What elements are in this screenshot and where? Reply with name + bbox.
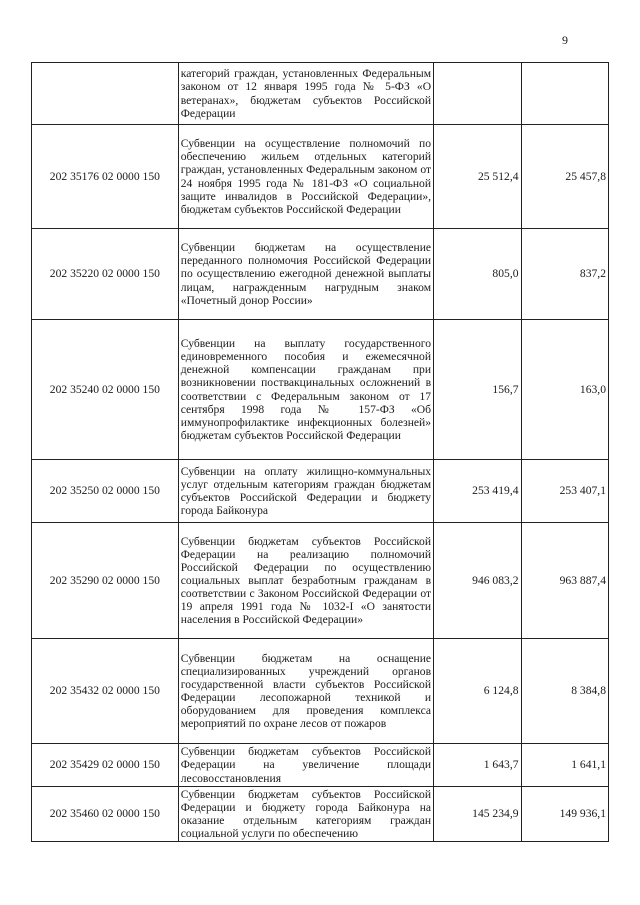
classification-code: 202 35176 02 0000 150 <box>32 125 179 229</box>
table-row <box>32 125 609 229</box>
amount-year-2: 1 641,1 <box>521 744 608 787</box>
amount-year-2: 25 457,8 <box>521 125 608 229</box>
income-description: Субвенции на выплату государственного единовременного пособия и ежемесячной денежной компенсации гражданам при возникновении поствакцинальных осложнений в соответствии с Федеральным законом от 17 сентября 1998 года № 157-ФЗ «Об иммунопрофилактике инфекционных болезней» бюджетам субъектов Российской Федерации <box>178 320 433 460</box>
table-row <box>32 523 609 639</box>
table-row <box>32 229 609 320</box>
income-description: Субвенции бюджетам на оснащение специализированных учреждений органов государственной власти субъектов Российской Федерации лесопожарной техникой и оборудованием для проведения комплекса мероприятий по охране лесов от пожаров <box>178 639 433 744</box>
table-row <box>32 787 609 842</box>
amount-year-1 <box>434 63 521 125</box>
classification-code: 202 35290 02 0000 150 <box>32 523 179 639</box>
classification-code: 202 35220 02 0000 150 <box>32 229 179 320</box>
amount-year-1: 253 419,4 <box>434 460 521 523</box>
income-description: Субвенции бюджетам на осуществление переданного полномочия Российской Федерации по осуществлению ежегодной денежной выплаты лицам, награжденным нагрудным знаком «Почетный донор России» <box>178 229 433 320</box>
amount-year-2: 163,0 <box>521 320 608 460</box>
classification-code: 202 35429 02 0000 150 <box>32 744 179 787</box>
amount-year-2 <box>521 63 608 125</box>
table-row <box>32 320 609 460</box>
amount-year-1: 946 083,2 <box>434 523 521 639</box>
income-description: Субвенции бюджетам субъектов Российской Федерации на увеличение площади лесовосстановления <box>178 744 433 787</box>
amount-year-1: 156,7 <box>434 320 521 460</box>
income-description: Субвенции бюджетам субъектов Российской Федерации на реализацию полномочий Российской Федерации по осуществлению социальных выплат безработным гражданам в соответствии с Законом Российской Федерации от 19 апреля 1991 года № 1032-I «О занятости населения в Российской Федерации» <box>178 523 433 639</box>
classification-code <box>32 63 179 125</box>
page-number: 9 <box>562 33 568 47</box>
income-description: Субвенции бюджетам субъектов Российской Федерации и бюджету города Байконура на оказание отдельным категориям граждан социальной услуги по обеспечению <box>178 787 433 842</box>
amount-year-1: 6 124,8 <box>434 639 521 744</box>
amount-year-1: 145 234,9 <box>434 787 521 842</box>
classification-code: 202 35250 02 0000 150 <box>32 460 179 523</box>
amount-year-2: 149 936,1 <box>521 787 608 842</box>
income-description: категорий граждан, установленных Федеральным законом от 12 января 1995 года № 5-ФЗ «О ветеранах», бюджетам субъектов Российской Федерации <box>178 63 433 125</box>
income-description: Субвенции на оплату жилищно-коммунальных услуг отдельным категориям граждан бюджетам субъектов Российской Федерации и бюджету города Байконура <box>178 460 433 523</box>
table-row <box>32 639 609 744</box>
amount-year-2: 253 407,1 <box>521 460 608 523</box>
amount-year-1: 1 643,7 <box>434 744 521 787</box>
amount-year-2: 963 887,4 <box>521 523 608 639</box>
amount-year-1: 25 512,4 <box>434 125 521 229</box>
classification-code: 202 35240 02 0000 150 <box>32 320 179 460</box>
amount-year-1: 805,0 <box>434 229 521 320</box>
budget-table <box>31 62 609 842</box>
income-description: Субвенции на осуществление полномочий по обеспечению жильем отдельных категорий граждан, установленных Федеральным законом от 24 ноября 1995 года № 181-ФЗ «О социальной защите инвалидов в Российской Федерации», бюджетам субъектов Российской Федерации <box>178 125 433 229</box>
table-row <box>32 744 609 787</box>
table-row <box>32 63 609 125</box>
classification-code: 202 35460 02 0000 150 <box>32 787 179 842</box>
classification-code: 202 35432 02 0000 150 <box>32 639 179 744</box>
amount-year-2: 837,2 <box>521 229 608 320</box>
amount-year-2: 8 384,8 <box>521 639 608 744</box>
table-row <box>32 460 609 523</box>
